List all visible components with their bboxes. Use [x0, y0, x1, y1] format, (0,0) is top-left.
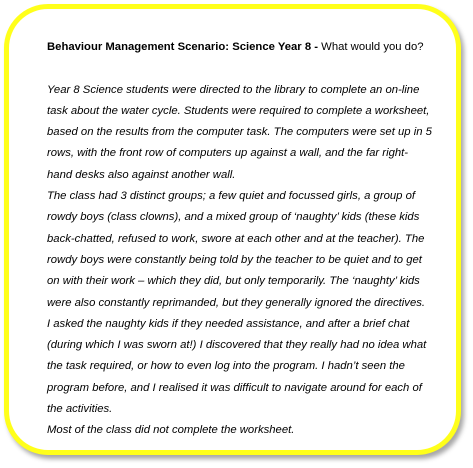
paragraph-groups: The class had 3 distinct groups; a few quiet and focussed girls, a group of rowdy boys (class clowns), and a mixed group of ‘naughty’ kids (these kids back-chatted, refused to work, swore at each other and at the teacher). The rowdy boys were constantly being told by the teacher to be quiet and to get on with their work – which they did, but only temporarily. The ‘naughty’ kids were also constantly reprimanded, but they generally ignored the directives. [47, 190, 426, 309]
paragraph-outcome: Most of the class did not complete the worksheet. [47, 424, 295, 437]
scenario-title [47, 37, 432, 58]
scenario-title-question: What would you do? [318, 41, 424, 53]
scenario-content [47, 37, 432, 442]
spacer [47, 58, 432, 79]
paragraph-setting: Year 8 Science students were directed to the library to complete an on-line task about the water cycle. Students were required to complete a worksheet, based on the results from the computer task. The computers were set up in 5 rows, with the front row of computers up against a wall, and the far right-hand desks also against another wall. [47, 83, 432, 181]
paragraph-assistance: I asked the naughty kids if they needed assistance, and after a brief chat (during which I was sworn at!) I discovered that they really had no idea what the task required, or how to even log into the program. I hadn’t seen the program before, and I realised it was difficult to navigate around for each of the activities. [47, 317, 427, 416]
scenario-title-bold: Behaviour Management Scenario: Science Year 8 - [47, 41, 319, 53]
